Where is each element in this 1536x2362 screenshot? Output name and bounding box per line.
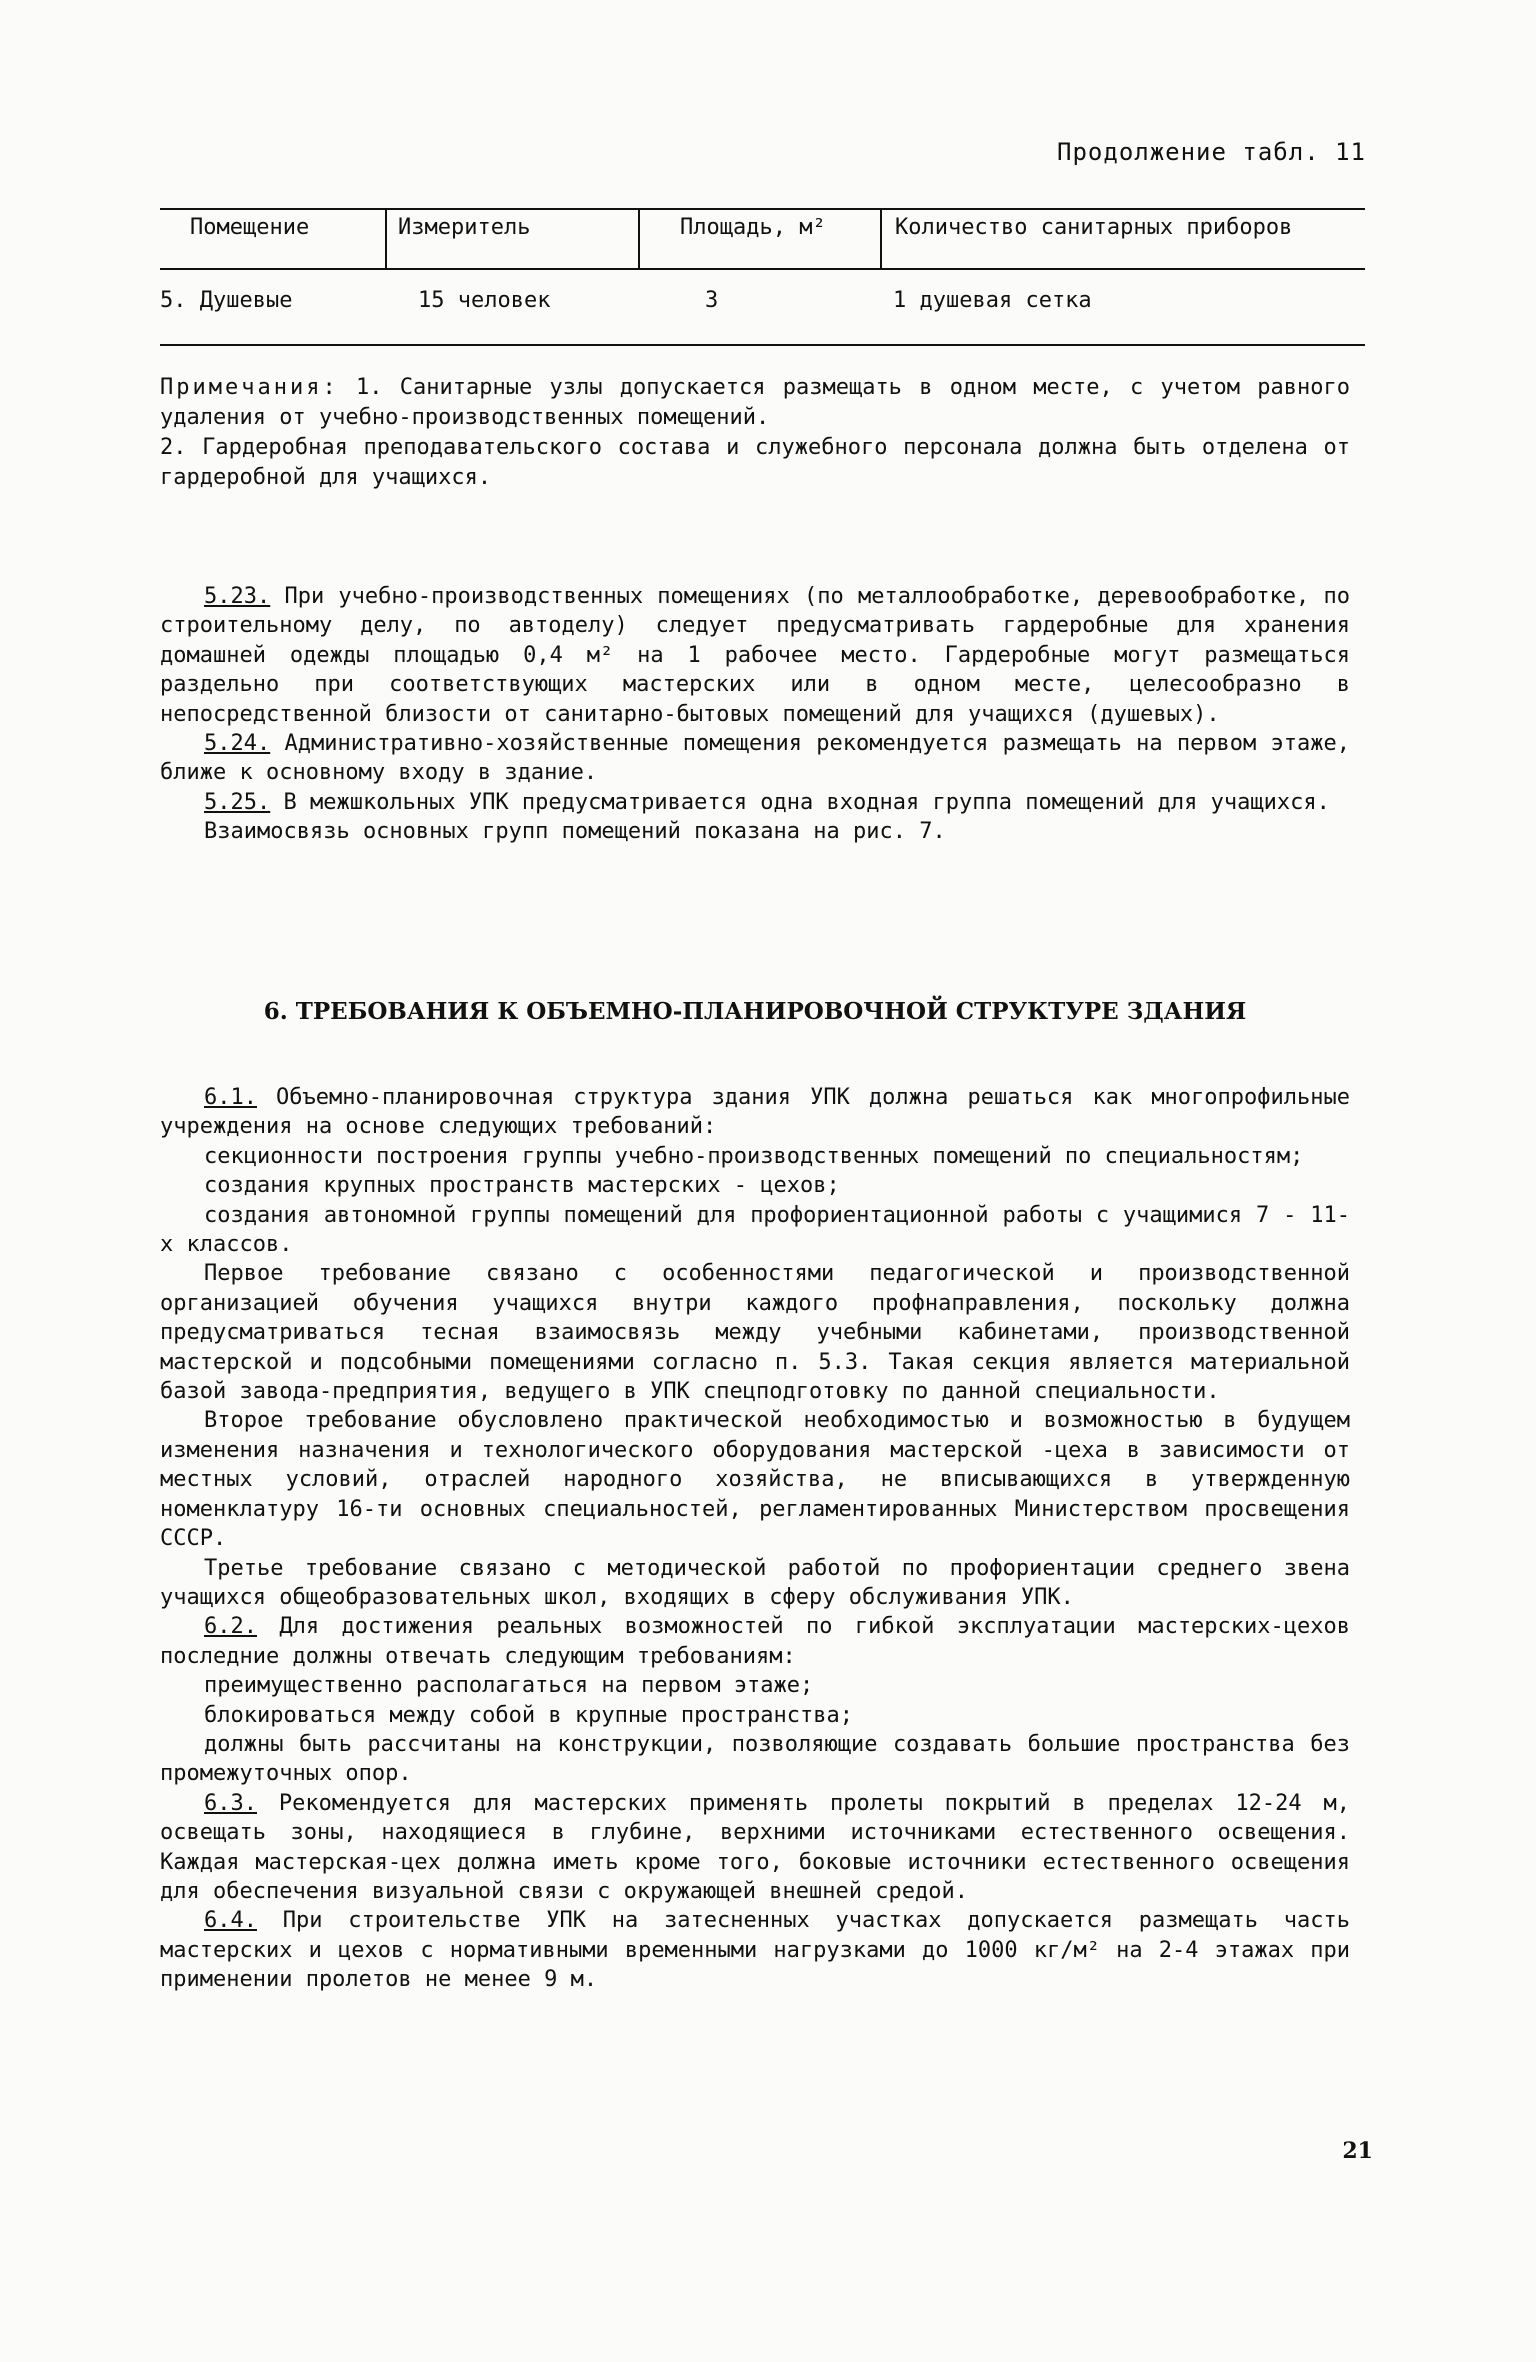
table-cell: 3	[705, 288, 719, 313]
table-cell: 15 человек	[418, 288, 551, 313]
paragraph-text: Для достижения реальных возможностей по гибкой эксплуатации мастерских-цехов последние должны отвечать следующим требованиям:	[160, 1614, 1350, 1669]
paragraph	[160, 729, 1350, 788]
paragraph: Первое требование связано с особенностями педагогической и производственной организацией обучения учащихся внутри каждого профнаправления, поскольку должна предусматриваться тесная взаимосвязь между учебными кабинетами, производственной мастерской и подсобными помещениями согласно п. 5.3. Такая секция является материальной базой завода-предприятия, ведущего в УПК спецподготовку по данной специальности.	[160, 1261, 1350, 1405]
paragraph-text: При строительстве УПК на затесненных участках допускается размещать часть мастерских и цехов с нормативными временными нагрузками до 1000 кг/м² на 2-4 этажах при применении пролетов не менее 9 м.	[160, 1908, 1350, 1993]
table-header-cell: Количество санитарных приборов	[895, 215, 1293, 240]
table-continuation-label: Продолжение табл. 11	[1057, 138, 1366, 166]
paragraph: Второе требование обусловлено практической необходимостью и возможностью в будущем изменения назначения и технологического оборудования мастерской -цеха в зависимости от местных условий, отраслей народного хозяйства, не вписывающихся в утвержденную номенклатуру 16-ти основных специальностей, регламентированных Министерством просвещения СССР.	[160, 1408, 1350, 1552]
paragraph-text: В межшкольных УПК предусматривается одна входная группа помещений для учащихся.	[270, 789, 1330, 815]
section-5-text	[160, 582, 1350, 847]
clause-number: 6.3.	[204, 1790, 257, 1816]
table-header-cell: Помещение	[190, 215, 310, 240]
paragraph	[160, 1083, 1350, 1142]
column-divider	[880, 208, 882, 270]
table-cell: 5. Душевые	[160, 288, 293, 313]
paragraph	[160, 788, 1350, 817]
note-paragraph: 2. Гардеробная преподавательского состава и служебного персонала должна быть отделена от гардеробной для учащихся.	[160, 435, 1350, 490]
clause-number: 5.24.	[204, 731, 271, 757]
paragraph: блокироваться между собой в крупные пространства;	[204, 1702, 854, 1728]
note-paragraph	[160, 373, 1350, 433]
clause-number: 6.4.	[204, 1908, 257, 1934]
paragraph-text: Взаимосвязь основных групп помещений показана на рис. 7.	[204, 819, 946, 845]
paragraph: создания автономной группы помещений для профориентационной работы с учащимися 7 - 11-х классов.	[160, 1202, 1350, 1258]
notes-label: Примечания:	[160, 375, 339, 400]
paragraph-text: Объемно-планировочная структура здания УПК должна решаться как многопрофильные учреждения на основе следующих требований:	[160, 1085, 1350, 1140]
paragraph-text: При учебно-производственных помещениях (по металлообработке, деревообработке, по строительному делу, по автоделу) следует предусматривать гардеробные для хранения домашней одежды площадью 0,4 м² на 1 рабочее место. Гардеробные могут размещаться раздельно при соответствующих мастерских или в одном месте, целесообразно в непосредственной близости от санитарно-бытовых помещений для учащихся (душевых).	[160, 584, 1350, 727]
paragraph	[160, 1906, 1350, 1994]
table-header-cell: Площадь, м²	[680, 215, 826, 240]
clause-number: 5.23.	[204, 584, 271, 609]
paragraph	[160, 817, 1350, 846]
clause-number: 6.2.	[204, 1614, 257, 1640]
paragraph-text: Рекомендуется для мастерских применять пролеты покрытий в пределах 12-24 м, освещать зоны, находящиеся в глубине, верхними источниками естественного освещения. Каждая мастерская-цех должна иметь кроме того, боковые источники естественного освещения для обеспечения визуальной связи с окружающей внешней средой.	[160, 1790, 1350, 1904]
paragraph: преимущественно располагаться на первом этаже;	[204, 1673, 814, 1699]
paragraph: секционности построения группы учебно-производственных помещений по специальностям;	[204, 1143, 1304, 1169]
clause-number: 6.1.	[204, 1085, 257, 1110]
table-header-rule	[160, 268, 1365, 270]
table-cell: 1 душевая сетка	[893, 288, 1092, 313]
paragraph: должны быть рассчитаны на конструкции, позволяющие создавать большие пространства без промежуточных опор.	[160, 1731, 1350, 1787]
table-header-cell: Измеритель	[398, 215, 531, 240]
table-notes	[160, 373, 1350, 493]
section-heading: 6. ТРЕБОВАНИЯ К ОБЪЕМНО-ПЛАНИРОВОЧНОЙ СТРУКТУРЕ ЗДАНИЯ	[263, 998, 1247, 1025]
paragraph	[160, 1789, 1350, 1907]
column-divider	[638, 208, 640, 270]
column-divider	[385, 208, 387, 270]
paragraph	[160, 582, 1350, 729]
paragraph-text: Административно-хозяйственные помещения рекомендуется размещать на первом этаже, ближе к основному входу в здание.	[160, 731, 1350, 786]
paragraph	[160, 1612, 1350, 1671]
table-bottom-rule	[160, 344, 1365, 346]
paragraph: Третье требование связано с методической работой по профориентации среднего звена учащихся общеобразовательных школ, входящих в сферу обслуживания УПК.	[160, 1555, 1350, 1610]
note-text: 1. Санитарные узлы допускается размещать в одном месте, с учетом равного удаления от учебно-производственных помещений.	[160, 375, 1350, 430]
table-top-rule	[160, 208, 1365, 210]
paragraph: создания крупных пространств мастерских - цехов;	[204, 1173, 840, 1199]
section-6-text	[160, 1083, 1350, 1995]
page-number: 21	[1342, 2138, 1373, 2164]
clause-number: 5.25.	[204, 789, 271, 815]
